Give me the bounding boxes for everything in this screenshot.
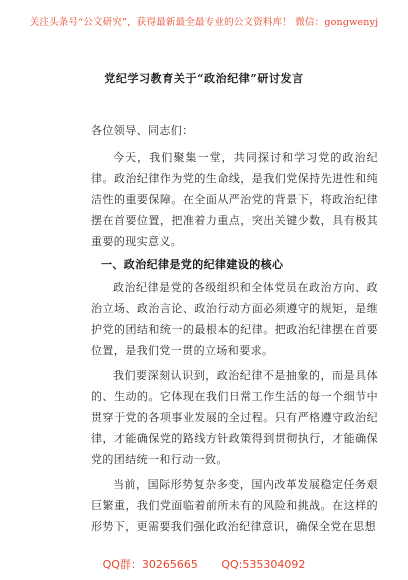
section-heading: 一、政治纪律是党的纪律建设的核心 xyxy=(101,258,284,271)
document-title: 党纪学习教育关于“政治纪律”研讨发言 xyxy=(104,72,304,85)
paragraph-definition: 政治纪律是党的各级组织和全体党员在政治方向、政治立场、政治言论、政治行动方面必须遵守的规矩，是维护党的团结和统一的最根本的纪律。把政治纪律摆在首要位置，是我们党一贯的立场和要求。 xyxy=(91,281,378,357)
document-body xyxy=(91,120,378,537)
paragraph-intro: 今天，我们聚集一堂，共同探讨和学习党的政治纪律。政治纪律作为党的生命线，是我们党保持先进性和纯洁性的重要保障。在全面从严治党的背景下，将政治纪律摆在首要位置，把准着力重点，突出关键少数，具有极其重要的现实意义。 xyxy=(91,151,378,248)
greeting: 各位领导、同志们： xyxy=(91,124,194,137)
qq-number-label: QQ:535304092 xyxy=(221,558,306,571)
promo-header: 关注头条号“公文研究”，获得最新最全最专业的公文资料库！ 微信：gongwenyj xyxy=(29,17,379,28)
contact-footer xyxy=(0,556,408,572)
qq-group-label: QQ群：30265665 xyxy=(102,558,198,571)
paragraph-concrete: 我们要深刻认识到，政治纪律不是抽象的，而是具体的、生动的。它体现在我们日常工作生活的每一个细节中贯穿于党的各项事业发展的全过程。只有严格遵守政治纪律，才能确保党的路线方针政策得到贯彻执行，才能确保党的团结统一和行动一致。 xyxy=(91,369,378,466)
paragraph-situation: 当前，国际形势复杂多变，国内改革发展稳定任务艰巨繁重，我们党面临着前所未有的风险和挑战。在这样的形势下，更需要我们强化政治纪律意识，确保全党在思想 xyxy=(91,478,378,533)
